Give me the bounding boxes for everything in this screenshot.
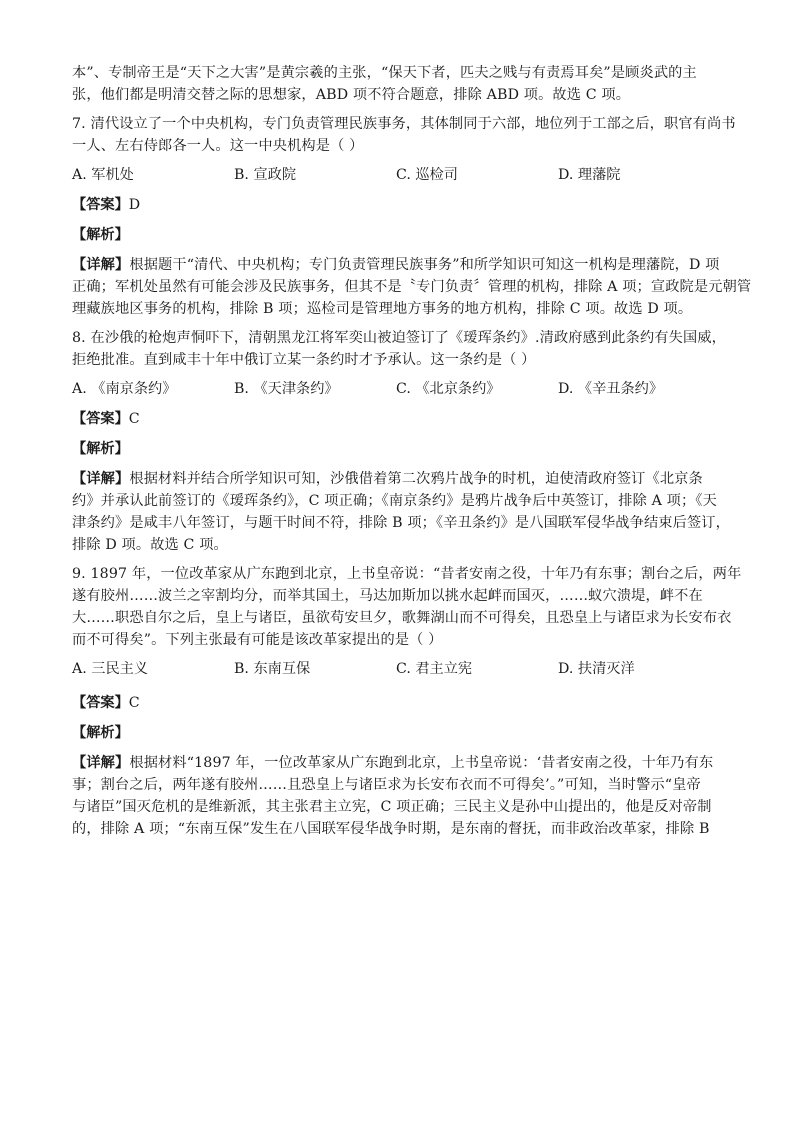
text-line: 正确；军机处虽然有可能会涉及民族事务，但其不是〝专门负责〞管理的机构，排除 A 项；宣政院是元朝管 [72,279,752,295]
analysis-tag: 【解析】 [72,725,129,741]
detail-text: 根据材料“1897 年，一位改革家从广东跑到北京，上书皇帝说：‘昔者安南之役，十年乃有东 [129,755,714,771]
detail-tag: 【详解】 [72,755,130,771]
option-b: B. 东南互保 [234,661,311,677]
question-stem [72,563,742,651]
detail-tag: 【详解】 [72,471,130,487]
option-d: D. 理藩院 [558,167,621,183]
analysis-tag: 【解析】 [72,441,129,457]
answer-value: C [128,411,140,427]
question-7 [72,113,752,320]
text-line: 本”、专制帝王是“天下之大害”是黄宗羲的主张，“保天下者，匹夫之贱与有责焉耳矣”是顾炎武的主 [72,65,697,81]
text-line [72,752,722,774]
answer-value: D [128,197,141,213]
text-line: 8. 在沙俄的枪炮声恫吓下，清朝黑龙江将军奕山被迫签订了《瑷珲条约》.清政府感到此条约有失国威， [72,330,727,346]
analysis-line [72,722,722,744]
question-stem [72,113,736,157]
detail-tag: 【详解】 [72,257,130,273]
detail-text: 根据题干“清代、中央机构；专门负责管理民族事务”和所学知识可知这一机构是理藩院，D 项 [129,257,720,273]
text-line: 津条约》是咸丰八年签订，与题干时间不符，排除 B 项；《辛丑条约》是八国联军侵华战争结束后签订， [72,515,730,531]
answer-options [72,378,722,400]
answer-line [72,194,722,216]
document-page [72,62,752,847]
detail-paragraph [72,468,730,556]
text-line: 一人、左右侍郎各一人。这一中央机构是（ ） [72,138,364,154]
text-line: 7. 清代设立了一个中央机构，专门负责管理民族事务，其体制同于六部，地位列于工部之后，职官有尚书 [72,116,736,132]
option-a: A. 三民主义 [72,661,149,677]
text-line: 而不可得矣”。下列主张最有可能是该改革家提出的是（ ） [72,632,443,648]
option-d: D. 《辛丑条约》 [558,381,664,397]
answer-options [72,164,722,186]
text-line: 大……职恐自尔之后，皇上与诸臣，虽欲苟安旦夕，歌舞湖山而不可得矣，且恐皇上与诸臣求为长安布衣 [72,610,732,626]
option-c: C. 巡检司 [396,167,458,183]
text-line: 9. 1897 年，一位改革家从广东跑到北京，上书皇帝说：“昔者安南之役，十年乃有东事；割台之后，两年 [72,566,742,582]
text-line: 张，他们都是明清交替之际的思想家，ABD 项不符合题意，排除 ABD 项。故选 C 项。 [72,87,631,103]
answer-tag: 【答案】 [72,695,129,711]
answer-options [72,658,722,680]
text-line: 的，排除 A 项；“东南互保”发生在八国联军侵华战争时期，是东南的督抚，而非政治改革家，排除 B [72,821,710,837]
intro-paragraph [72,62,722,106]
text-line: 事；割台之后，两年遂有胶州……且恐皇上与诸臣求为长安布衣而不可得矣’。”可知，当时警示“皇帝 [72,777,701,793]
analysis-tag: 【解析】 [72,227,129,243]
answer-line [72,408,722,430]
answer-tag: 【答案】 [72,197,129,213]
option-c: C. 君主立宪 [396,661,473,677]
detail-paragraph [72,254,752,320]
analysis-line [72,438,722,460]
option-a: A. 军机处 [72,167,134,183]
text-line [72,254,722,276]
answer-tag: 【答案】 [72,411,129,427]
text-line: 拒绝批准。直到咸丰十年中俄订立某一条约时才予承认。这一条约是（ ） [72,352,536,368]
option-b: B. 宣政院 [234,167,297,183]
option-a: A. 《南京条约》 [72,381,177,397]
option-c: C. 《北京条约》 [396,381,501,397]
text-line: 遂有胶州……波兰之宰割均分，而举其国土，马达加斯加以挑水起衅而国灭，……蚁穴溃堤，衅不在 [72,588,703,604]
analysis-line [72,224,722,246]
question-stem [72,327,727,371]
answer-line [72,692,722,714]
text-line: 理藏族地区事务的机构，排除 B 项；巡检司是管理地方事务的地方机构，排除 C 项。故选 D 项。 [72,301,693,317]
question-8 [72,327,730,556]
text-line [72,468,722,490]
question-9 [72,563,742,840]
option-d: D. 扶清灭洋 [558,661,635,677]
text-line: 与诸臣”国灭危机的是维新派，其主张君主立宪，C 项正确；三民主义是孙中山提出的，他是反对帝制 [72,799,712,815]
text-line: 排除 D 项。故选 C 项。 [72,537,228,553]
detail-paragraph [72,752,722,840]
text-line: 约》并承认此前签订的《瑷珲条约》，C 项正确；《南京条约》是鸦片战争后中英签订，排除 A 项；《天 [72,493,717,509]
option-b: B. 《天津条约》 [234,381,339,397]
detail-text: 根据材料并结合所学知识可知，沙俄借着第二次鸦片战争的时机，迫使清政府签订《北京条 [129,471,703,487]
answer-value: C [128,695,140,711]
